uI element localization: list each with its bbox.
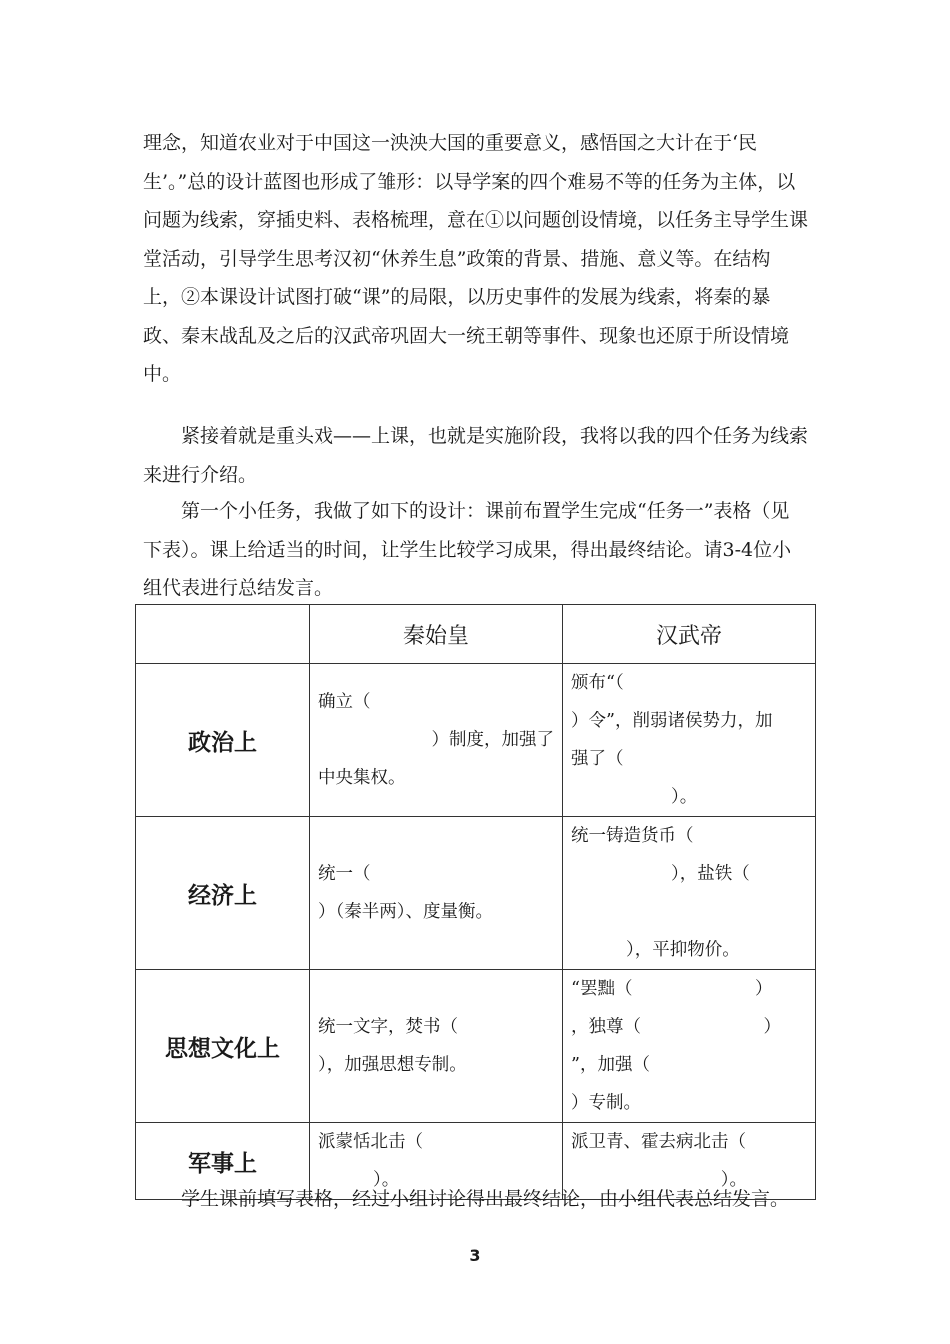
- cell-line: 颁布“（: [571, 673, 624, 693]
- cell-line: ）（秦半两）、度量衡。: [318, 902, 493, 922]
- row-label-politics: 政治上: [136, 664, 310, 817]
- cell-han-culture: [563, 970, 816, 1123]
- cell-line: 强了（: [571, 749, 624, 769]
- row-label-culture: 思想文化上: [136, 970, 310, 1123]
- cell-line: ”，加强（: [571, 1055, 650, 1075]
- table-header-row: [136, 605, 816, 664]
- page-number: 3: [469, 1246, 481, 1265]
- cell-line: 中央集权。: [318, 768, 406, 788]
- table-row: [136, 817, 816, 970]
- cell-line: 统一铸造货币（: [571, 826, 694, 846]
- cell-han-politics: [563, 664, 816, 817]
- cell-line: “罢黜（ ）: [571, 979, 773, 999]
- row-label-economy: 经济上: [136, 817, 310, 970]
- header-han: 汉武帝: [563, 605, 816, 664]
- row-label-military: 军事上: [136, 1123, 310, 1200]
- conclusion-paragraph: 学生课前填写表格，经过小组讨论得出最终结论，由小组代表总结发言。: [181, 1188, 790, 1210]
- cell-line: 派蒙恬北击（: [318, 1132, 423, 1152]
- cell-qin-culture: [310, 970, 563, 1123]
- cell-line: ）。: [671, 787, 698, 807]
- cell-line: 统一文字，焚书（: [318, 1017, 458, 1037]
- cell-han-economy: [563, 817, 816, 970]
- header-empty-cell: [136, 605, 310, 664]
- cell-qin-economy: [310, 817, 563, 970]
- cell-line: ）。: [720, 1170, 747, 1190]
- cell-line: 统一（: [318, 864, 371, 884]
- cell-qin-politics: [310, 664, 563, 817]
- cell-line: ）令”，削弱诸侯势力，加: [571, 711, 773, 731]
- cell-line: ），盐铁（: [671, 864, 750, 884]
- cell-line: ）制度，加强了: [431, 730, 554, 750]
- cell-line: ），加强思想专制。: [318, 1055, 467, 1075]
- lesson-paragraph: 紧接着就是重头戏——上课，也就是实施阶段，我将以我的四个任务为线索来进行介绍。: [143, 425, 809, 486]
- cell-line: ，独尊（ ）: [571, 1017, 781, 1037]
- table-row: [136, 970, 816, 1123]
- cell-line: ），平抑物价。: [626, 940, 740, 960]
- cell-line: [571, 893, 807, 931]
- cell-line: 确立（: [318, 692, 371, 712]
- intro-paragraph: 理念，知道农业对于中国这一泱泱大国的重要意义，感悟国之大计在于‘民生’。”总的设计蓝图也形成了雏形：以导学案的四个难易不等的任务为主体，以问题为线索，穿插史料、表格梳理，意在①以问题创设情境，以任务主导学生课堂活动，引导学生思考汉初“休养生息”政策的背景、措施、意义等。在结构上，②本课设计试图打破“课”的局限，以历史事件的发展为线索，将秦的暴政、秦末战乱及之后的汉武帝巩固大一统王朝等事件、现象也还原于所设情境中。: [143, 132, 809, 385]
- cell-line: ）。: [373, 1170, 400, 1190]
- cell-line: 派卫青、霍去病北击（: [571, 1132, 746, 1152]
- cell-line: ）专制。: [571, 1093, 641, 1113]
- table-row: [136, 664, 816, 817]
- task-one-paragraph: 第一个小任务，我做了如下的设计：课前布置学生完成“任务一”表格（见下表）。课上给适当的时间，让学生比较学习成果，得出最终结论。请3-4位小组代表进行总结发言。: [143, 500, 792, 599]
- comparison-table: [135, 604, 816, 1200]
- header-qin: 秦始皇: [310, 605, 563, 664]
